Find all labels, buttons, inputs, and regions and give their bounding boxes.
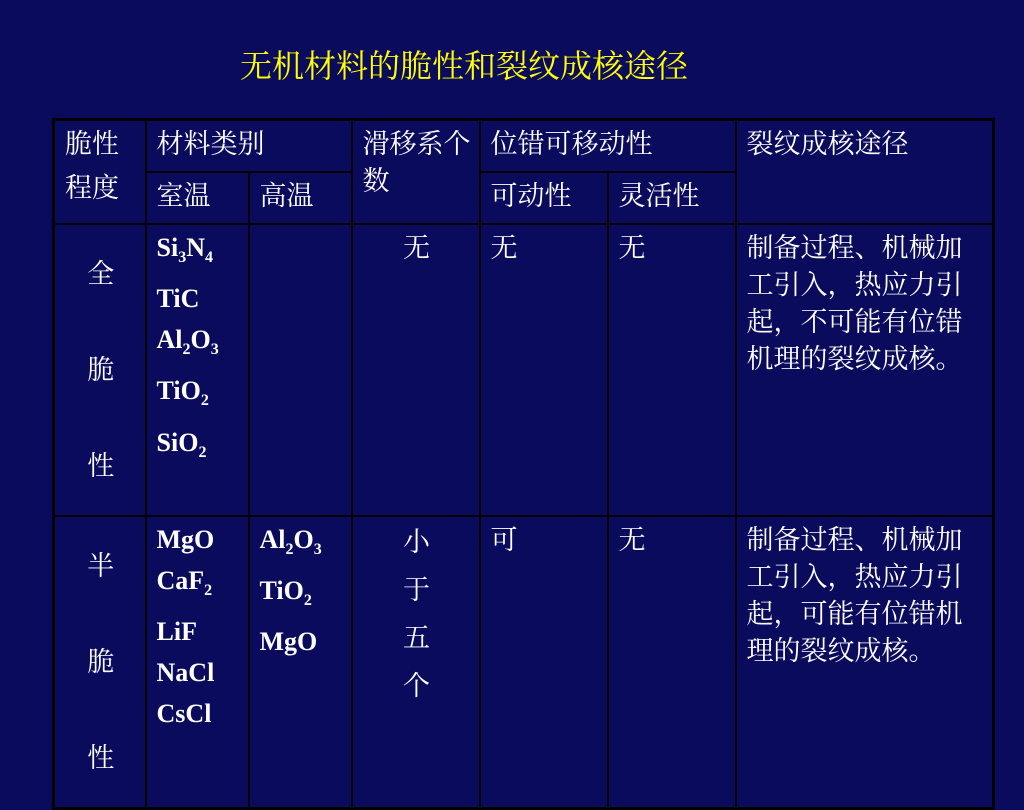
header-movability: 可动性	[480, 172, 608, 224]
material-formula: SiO$_2$	[156, 427, 207, 461]
header-flexibility: 灵活性	[608, 172, 736, 224]
crack-path-cell: 制备过程、机械加工引入，热应力引起，可能有位错机理的裂纹成核。	[736, 516, 994, 809]
material-formula: TiO$_2$	[156, 376, 209, 410]
material-formula: $Al_2O_3$	[259, 525, 322, 559]
high-temp-materials-cell	[249, 224, 352, 516]
header-material-category: 材料类别	[146, 120, 352, 173]
material-formula: $Si_3N_4$	[156, 233, 213, 267]
table-row	[54, 516, 994, 809]
material-formula: CsCl	[156, 699, 212, 729]
slip-systems-cell: 无	[352, 224, 480, 516]
header-brittleness: 脆性 程度	[54, 120, 146, 225]
material-formula: TiO$_2$	[259, 576, 312, 610]
brittleness-table	[52, 118, 995, 810]
crack-path-cell: 制备过程、机械加工引入，热应力引起，不可能有位错机理的裂纹成核。	[736, 224, 994, 516]
room-temp-materials-cell	[146, 224, 249, 516]
material-formula: LiF	[156, 617, 197, 647]
header-room-temp: 室温	[146, 172, 249, 224]
flexibility-cell: 无	[608, 224, 736, 516]
header-dislocation-mobility: 位错可移动性	[480, 120, 736, 173]
table-row	[54, 224, 994, 516]
material-formula: MgO	[259, 627, 318, 657]
material-formula: $Al_2O_3$	[156, 325, 219, 359]
movability-cell: 无	[480, 224, 608, 516]
slip-systems-cell: 小 于 五 个	[352, 516, 480, 809]
brittleness-cell: 全 脆 性	[54, 224, 146, 516]
header-high-temp: 高温	[249, 172, 352, 224]
flexibility-cell: 无	[608, 516, 736, 809]
material-formula: NaCl	[156, 658, 215, 688]
movability-cell: 可	[480, 516, 608, 809]
slide-title: 无机材料的脆性和裂纹成核途径	[239, 47, 688, 85]
room-temp-materials-cell	[146, 516, 249, 809]
material-formula: CaF$_2$	[156, 566, 213, 600]
material-formula: TiC	[156, 284, 200, 314]
material-formula: MgO	[156, 525, 215, 554]
high-temp-materials-cell	[249, 516, 352, 809]
header-slip-systems: 滑移系个数	[352, 120, 480, 225]
header-crack-path: 裂纹成核途径	[736, 120, 994, 225]
brittleness-cell: 半 脆 性	[54, 516, 146, 809]
